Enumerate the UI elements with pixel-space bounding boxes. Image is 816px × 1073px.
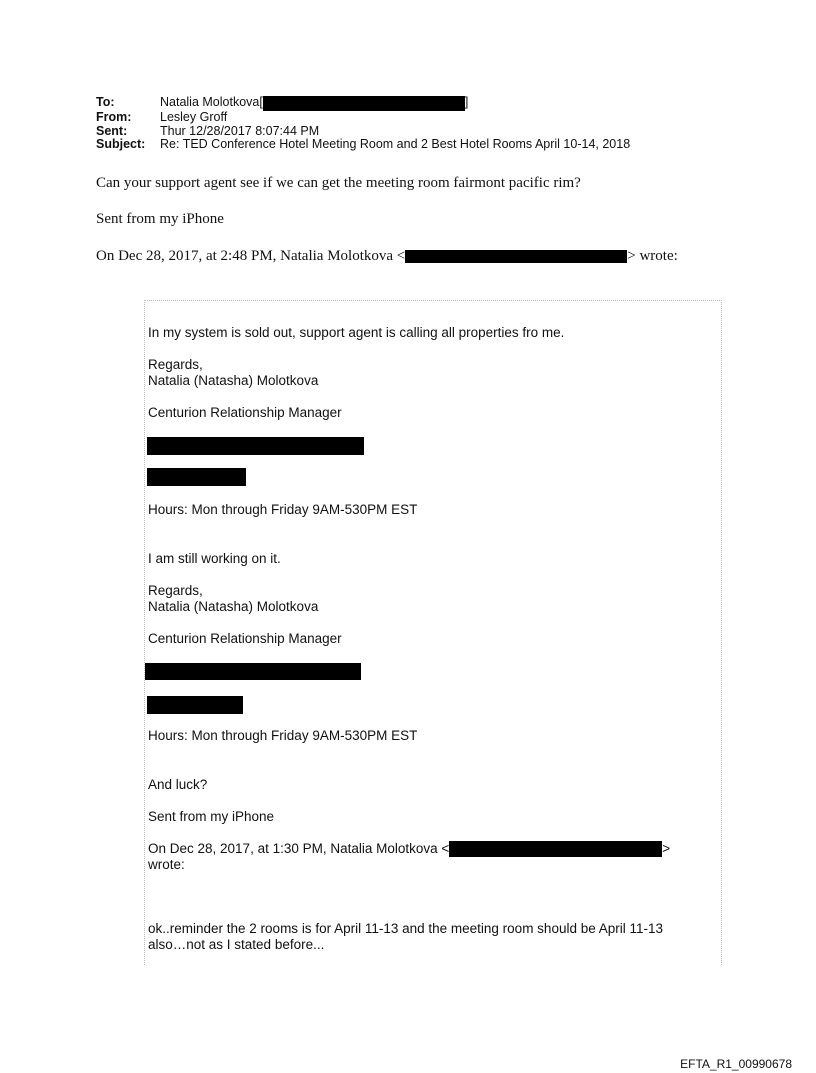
office-hours: Hours: Mon through Friday 9AM-530PM EST [148, 728, 418, 743]
sent-label: Sent: [96, 123, 128, 138]
quote-intro-suffix: > wrote: [627, 248, 678, 264]
sender-title: Centurion Relationship Manager [148, 631, 342, 646]
redaction-bar [145, 663, 361, 680]
redaction-bar [449, 841, 662, 857]
document-id: EFTA_R1_00990678 [680, 1057, 792, 1071]
office-hours: Hours: Mon through Friday 9AM-530PM EST [148, 502, 418, 517]
quote-intro-suffix: > [662, 841, 671, 856]
subject-row [96, 138, 630, 152]
quote-intro [96, 248, 678, 265]
quoted-text: And luck? [148, 777, 208, 792]
redaction-bar [405, 250, 627, 263]
quote-intro-wrote: wrote: [148, 857, 185, 872]
quote-intro-nested [148, 841, 670, 857]
quoted-text: In my system is sold out, support agent is calling all properties fro me. [148, 325, 565, 340]
redaction-bar [147, 696, 243, 714]
email-header [96, 96, 630, 152]
quoted-signoff: Sent from my iPhone [148, 809, 275, 824]
to-close: ] [464, 95, 469, 109]
sender-name: Natalia (Natasha) Molotkova [148, 599, 319, 614]
reply-body: Can your support agent see if we can get the meeting room fairmont pacific rim? [96, 175, 581, 191]
redaction-bar [147, 437, 364, 455]
redaction-bar [263, 96, 465, 111]
sent-row [96, 125, 630, 139]
from-label: From: [96, 110, 132, 124]
quoted-text: I am still working on it. [148, 551, 281, 566]
to-label: To: [96, 95, 115, 109]
from-row [96, 111, 630, 125]
sender-name: Natalia (Natasha) Molotkova [148, 373, 319, 388]
subject-value: Re: TED Conference Hotel Meeting Room and 2 Best Hotel Rooms April 10-14, 2018 [160, 137, 631, 151]
sent-value: Thur 12/28/2017 8:07:44 PM [160, 123, 320, 138]
quoted-message-box [144, 300, 722, 965]
regards: Regards, [148, 357, 203, 372]
from-value: Lesley Groff [160, 110, 228, 124]
quote-intro-prefix: On Dec 28, 2017, at 2:48 PM, Natalia Molotkova < [96, 248, 406, 264]
sender-title: Centurion Relationship Manager [148, 405, 342, 420]
quote-intro-prefix: On Dec 28, 2017, at 1:30 PM, Natalia Molotkova < [148, 841, 450, 856]
redaction-bar [147, 468, 246, 486]
quoted-text: ok..reminder the 2 rooms is for April 11-13 and the meeting room should be April 11-13 [148, 921, 664, 936]
quoted-text: also…not as I stated before... [148, 937, 325, 952]
to-value: Natalia Molotkova[ [160, 95, 263, 109]
subject-label: Subject: [96, 137, 146, 151]
to-row [96, 96, 630, 111]
reply-signoff: Sent from my iPhone [96, 211, 224, 227]
regards: Regards, [148, 583, 203, 598]
